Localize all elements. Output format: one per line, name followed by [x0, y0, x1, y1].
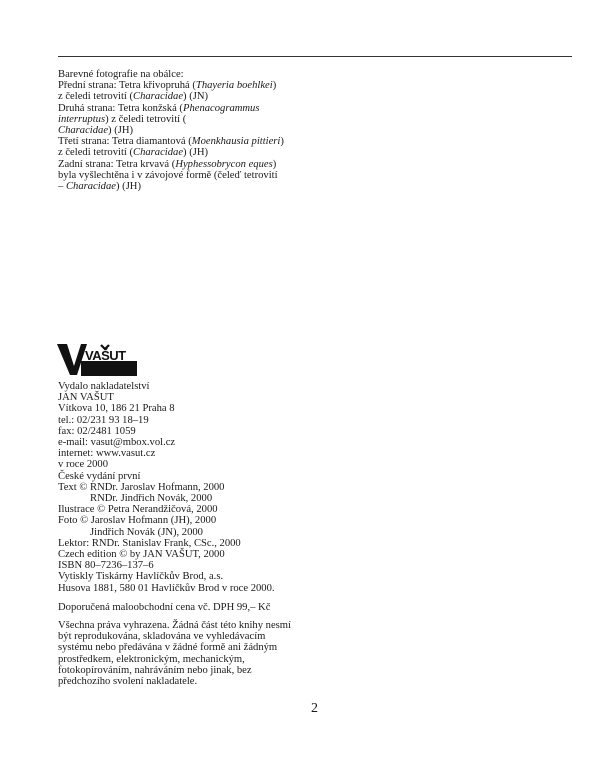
vasut-logo — [57, 344, 137, 376]
imprint-line: Ilustrace © Petra Nerandžičová, 2000 — [58, 504, 218, 516]
rights-notice — [58, 620, 291, 687]
imprint-line: e-mail: vasut@mbox.vol.cz — [58, 437, 176, 449]
rights-line: systému nebo předávána v žádné formě ani žádným — [58, 642, 278, 654]
imprint-line: Jindřich Novák (JN), 2000 — [90, 526, 203, 538]
photo-credits-heading: Barevné fotografie na obálce: — [58, 69, 184, 80]
photo-credit-line: z čeledi tetrovití (Characidae) (JH) — [58, 147, 209, 159]
rights-line: prostředkem, elektronickým, mechanickým, — [58, 653, 245, 665]
photo-credit-line: z čeledi tetrovití (Characidae) (JN) — [58, 91, 209, 103]
imprint-line: Vytiskly Tiskárny Havlíčkův Brod, a.s. — [58, 571, 224, 583]
top-rule — [58, 56, 572, 57]
photo-credit-line: Přední strana: Tetra křivopruhá (Thayeria boehlkei) — [58, 80, 277, 92]
rights-line: fotokopírováním, nahráváním nebo jinak, bez — [58, 664, 252, 676]
imprint-line: Vítkova 10, 186 21 Praha 8 — [58, 403, 175, 415]
rights-line: předchozího svolení nakladatele. — [58, 676, 198, 688]
imprint-line: v roce 2000 — [58, 459, 109, 471]
imprint-line: Lektor: RNDr. Stanislav Frank, CSc., 2000 — [58, 537, 241, 549]
imprint-line: JAN VAŠUT — [58, 392, 114, 404]
imprint-line: tel.: 02/231 93 18–19 — [58, 414, 149, 426]
imprint-line: RNDr. Jindřich Novák, 2000 — [90, 493, 213, 505]
rights-line: Všechna práva vyhrazena. Žádná část této knihy nesmí — [58, 620, 291, 631]
imprint-line: Husova 1881, 580 01 Havlíčkův Brod v roce 2000. — [58, 582, 275, 594]
page-number: 2 — [311, 701, 318, 716]
imprint-line: Vydalo nakladatelství — [58, 381, 150, 392]
photo-credit-line: Zadní strana: Tetra krvavá (Hyphessobrycon eques) — [58, 158, 277, 170]
imprint-line: České vydání první — [58, 470, 141, 482]
price-text: Doporučená maloobchodní cena vč. DPH 99,– Kč — [58, 602, 271, 613]
logo-text: VAŠUT — [85, 348, 126, 363]
photo-credit-line: byla vyšlechtěna i v závojové formě (čeleď tetrovití — [58, 169, 278, 181]
imprint-line: Czech edition © by JAN VAŠUT, 2000 — [58, 549, 225, 561]
imprint-line: ISBN 80–7236–137–6 — [58, 560, 154, 572]
photo-credit-line: Druhá strana: Tetra konžská (Phenacogrammus — [58, 102, 260, 114]
photo-credits — [58, 69, 284, 192]
rights-line: být reprodukována, skladována ve vyhledávacím — [58, 631, 266, 643]
photo-credit-line: interruptus) z čeledi tetrovití ( — [58, 113, 187, 125]
imprint-line: fax: 02/2481 1059 — [58, 425, 136, 437]
imprint — [58, 381, 275, 594]
photo-credit-line: – Characidae) (JH) — [58, 181, 141, 193]
photo-credit-line: Characidae) (JH) — [58, 125, 134, 137]
photo-credit-line: Třetí strana: Tetra diamantová (Moenkhausia pittieri) — [58, 136, 284, 148]
imprint-line: Foto © Jaroslav Hofmann (JH), 2000 — [58, 515, 217, 527]
price-line — [58, 602, 270, 613]
imprint-line: Text © RNDr. Jaroslav Hofmann, 2000 — [58, 481, 225, 493]
logo-bar — [81, 361, 137, 376]
imprint-line: internet: www.vasut.cz — [58, 448, 156, 460]
